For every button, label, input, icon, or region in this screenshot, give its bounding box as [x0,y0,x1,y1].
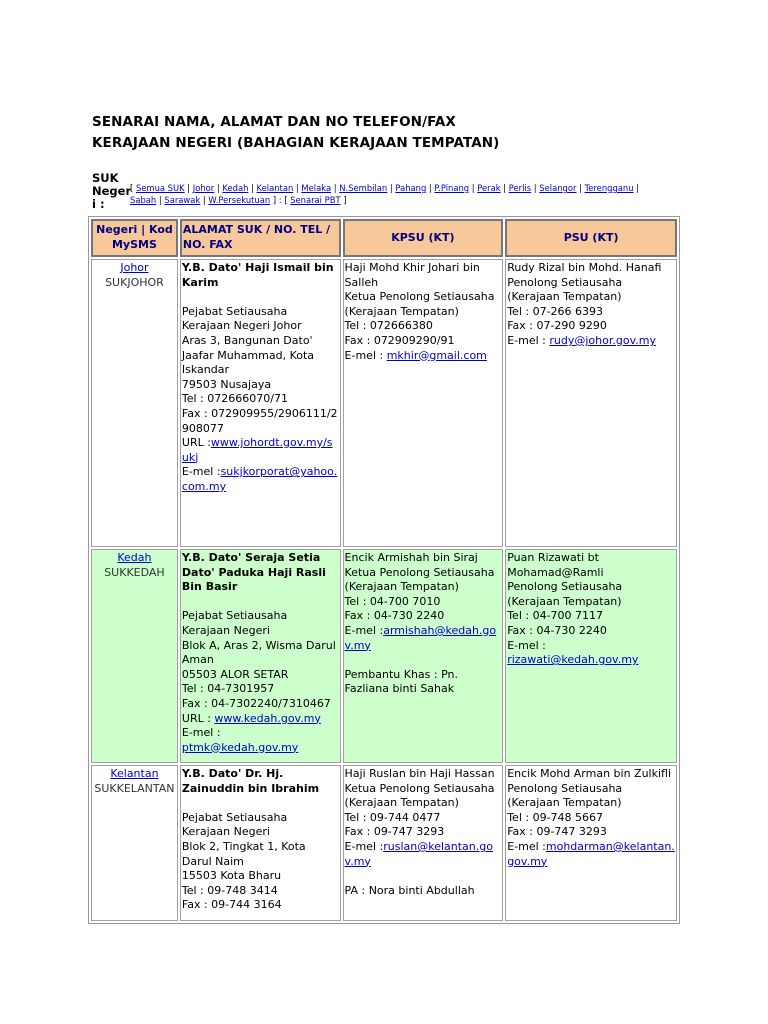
email-link[interactable]: armishah@kedah.gov.my [344,623,497,652]
header-alamat: ALAMAT SUK / NO. TEL / NO. FAX [180,219,341,257]
email-link[interactable]: mohdarman@kelantan.gov.my [507,839,675,868]
state-code: SUKKEDAH [104,565,165,579]
header-negeri: Negeri | Kod MySMS [91,219,178,257]
state-link-johor[interactable]: Johor [120,261,149,274]
nav-link-perak[interactable]: Perak [477,183,501,193]
officer-name: Y.B. Dato' Seraja Setia Dato' Paduka Haji Rasli Bin Basir [181,551,326,594]
state-cell [91,549,178,763]
kpsu-cell: Encik Armishah bin Siraj Ketua Penolong Setiausaha (Kerajaan Tempatan) Tel : 04-700 7010 Fax : 04-730 2240 E-mel :armishah@kedah.gov.my Pembantu Khas : Pn. Fazliana binti Sahak [343,549,504,763]
url-link[interactable]: www.kedah.gov.my [214,711,321,725]
email-link[interactable]: sukjkorporat@yahoo.com.my [181,465,338,493]
nav-link-p-pinang[interactable]: P.Pinang [434,183,470,193]
email-link[interactable]: rudy@johor.gov.my [549,333,656,347]
table-header-row [91,219,677,257]
address-cell: Y.B. Dato' Haji Ismail bin Karim Pejabat Setiausaha Kerajaan Negeri Johor Aras 3, Bangunan Dato' Jaafar Muhammad, Kota Iskandar 79503 Nusajaya Tel : 072666070/71 Fax : 072909955/2906111/2908077 URL :www.johordt.gov.my/sukj E-mel :sukjkorporat@yahoo.com.my [180,259,341,547]
email-link[interactable]: ptmk@kedah.gov.my [181,740,299,754]
psu-cell: Puan Rizawati bt Mohamad@Ramli Penolong Setiausaha (Kerajaan Tempatan) Tel : 04-700 7117 Fax : 04-730 2240 E-mel : rizawati@kedah.gov.my [505,549,677,763]
table-row [91,765,677,921]
psu-cell: Encik Mohd Arman bin Zulkifli Penolong Setiausaha (Kerajaan Tempatan) Tel : 09-748 5667 Fax : 09-747 3293 E-mel :mohdarman@kelantan.gov.my [505,765,677,921]
nav-link-pahang[interactable]: Pahang [395,183,427,193]
state-cell [91,259,178,547]
kpsu-cell: Haji Mohd Khir Johari bin Salleh Ketua Penolong Setiausaha (Kerajaan Tempatan) Tel : 072666380 Fax : 072909290/91 E-mel : mkhir@gmail.com [343,259,504,547]
contact-table [88,216,680,924]
psu-cell: Rudy Rizal bin Mohd. Hanafi Penolong Setiausaha (Kerajaan Tempatan) Tel : 07-266 6393 Fax : 07-290 9290 E-mel : rudy@johor.gov.my [505,259,677,547]
nav-link-johor[interactable]: Johor [192,183,215,193]
nav-link-terengganu[interactable]: Terengganu [584,183,634,193]
email-link[interactable]: ruslan@kelantan.gov.my [344,839,493,868]
state-link-kedah[interactable]: Kedah [117,551,152,564]
officer-name: Y.B. Dato' Haji Ismail bin Karim [181,261,334,289]
url-link[interactable]: www.johordt.gov.my/sukj [181,436,333,464]
address-cell: Y.B. Dato' Seraja Setia Dato' Paduka Haji Rasli Bin Basir Pejabat Setiausaha Kerajaan Negeri Blok A, Aras 2, Wisma Darul Aman 05503 ALOR SETAR Tel : 04-7301957 Fax : 04-7302240/7310467 URL : www.kedah.gov.my E-mel : ptmk@kedah.gov.my [180,549,341,763]
nav-link-kedah[interactable]: Kedah [222,183,249,193]
state-cell [91,765,178,921]
officer-name: Y.B. Dato' Dr. Hj. Zainuddin bin Ibrahim [181,767,320,795]
nav-link-n-sembilan[interactable]: N.Sembilan [339,183,388,193]
state-link-kelantan[interactable]: Kelantan [110,767,159,780]
title-line-2: KERAJAAN NEGERI (BAHAGIAN KERAJAAN TEMPATAN) [92,135,500,151]
nav-link-sabah[interactable]: Sabah [130,195,157,205]
page-title [92,112,499,154]
header-psu: PSU (KT) [505,219,677,257]
nav-link-senarai-pbt[interactable]: Senarai PBT [290,195,341,205]
state-code: SUKJOHOR [105,275,164,289]
nav-link-selangor[interactable]: Selangor [539,183,577,193]
suk-negeri-label: SUK Neger i : [92,171,132,211]
table-row [91,549,677,763]
email-link[interactable]: mkhir@gmail.com [386,348,487,362]
nav-link-perlis[interactable]: Perlis [508,183,532,193]
nav-link-sarawak[interactable]: Sarawak [164,195,201,205]
state-nav-links: [ Semua SUK | Johor | Kedah | Kelantan | Melaka | N.Sembilan | Pahang | P.Pinang | Perak | Perlis | Selangor | Terengganu | Sabah | Sarawak | W.Persekutuan ] : [ Senarai PBT ] [130,183,639,205]
nav-link-semua-suk[interactable]: Semua SUK [135,183,185,193]
state-code: SUKKELANTAN [94,781,175,795]
address-cell: Y.B. Dato' Dr. Hj. Zainuddin bin Ibrahim Pejabat Setiausaha Kerajaan Negeri Blok 2, Tingkat 1, Kota Darul Naim 15503 Kota Bharu Tel : 09-748 3414 Fax : 09-744 3164 [180,765,341,921]
nav-link-kelantan[interactable]: Kelantan [256,183,294,193]
nav-link-w-persekutuan[interactable]: W.Persekutuan [208,195,271,205]
header-kpsu: KPSU (KT) [343,219,504,257]
nav-link-melaka[interactable]: Melaka [301,183,332,193]
title-line-1: SENARAI NAMA, ALAMAT DAN NO TELEFON/FAX [92,114,456,130]
kpsu-cell: Haji Ruslan bin Haji Hassan Ketua Penolong Setiausaha (Kerajaan Tempatan) Tel : 09-744 0477 Fax : 09-747 3293 E-mel :ruslan@kelantan.gov.my PA : Nora binti Abdullah [343,765,504,921]
email-link[interactable]: rizawati@kedah.gov.my [507,653,639,667]
table-row [91,259,677,547]
